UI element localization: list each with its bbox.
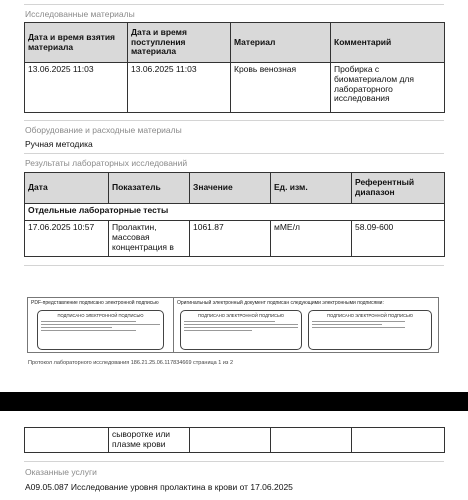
table-cell: 13.06.2025 11:03 <box>128 63 231 113</box>
signature-original-header: Оригинальный электронный документ подписан следующими электронными подписями: <box>177 300 384 306</box>
table-cell <box>352 428 445 453</box>
table-cell: 13.06.2025 11:03 <box>25 63 128 113</box>
divider <box>24 120 444 121</box>
section-title-services: Оказанные услуги <box>25 467 97 477</box>
page-separator <box>0 392 468 411</box>
signature-pdf-header: PDF-представление подписано электронной подписью <box>31 300 159 306</box>
table-header-row <box>25 23 445 63</box>
table-cell: 17.06.2025 10:57 <box>25 221 109 257</box>
table-header-row <box>25 173 445 204</box>
results-table <box>24 172 445 257</box>
signature-pdf-column <box>28 298 174 352</box>
table-cell: сыворотке или плазме крови <box>109 428 190 453</box>
signature-original-column <box>174 298 440 352</box>
section-title-equipment: Оборудование и расходные материалы <box>25 125 182 135</box>
divider <box>24 461 444 462</box>
table-cell: 58.09-600 <box>352 221 445 257</box>
divider <box>24 153 444 154</box>
table-row <box>25 63 445 113</box>
column-header: Референтный диапазон <box>352 173 445 204</box>
materials-table <box>24 22 445 113</box>
table-cell: мМЕ/л <box>271 221 352 257</box>
section-title-results: Результаты лабораторных исследований <box>25 158 188 168</box>
group-label: Отдельные лабораторные тесты <box>25 204 445 221</box>
results-table-continued <box>24 427 445 453</box>
divider <box>24 4 444 5</box>
table-cell <box>190 428 271 453</box>
signature-stamp <box>37 310 164 350</box>
stamp-title: ПОДПИСАНО ЭЛЕКТРОННОЙ ПОДПИСЬЮ <box>57 313 144 318</box>
column-header: Материал <box>231 23 331 63</box>
table-row <box>25 428 445 453</box>
stamp-title: ПОДПИСАНО ЭЛЕКТРОННОЙ ПОДПИСЬЮ <box>197 313 285 318</box>
signature-block <box>27 297 439 353</box>
protocol-footer: Протокол лабораторного исследования 186.21.25.06.117834669 страница 1 из 2 <box>28 360 234 366</box>
document-page-2 <box>0 411 468 500</box>
column-header: Дата и время взятия материала <box>25 23 128 63</box>
column-header: Ед. изм. <box>271 173 352 204</box>
stamp-title: ПОДПИСАНО ЭЛЕКТРОННОЙ ПОДПИСЬЮ <box>326 313 414 318</box>
table-cell: 1061.87 <box>190 221 271 257</box>
table-cell <box>271 428 352 453</box>
column-header: Значение <box>190 173 271 204</box>
table-row <box>25 221 445 257</box>
table-cell <box>25 428 109 453</box>
equipment-value: Ручная методика <box>25 139 93 149</box>
column-header: Комментарий <box>331 23 445 63</box>
column-header: Дата <box>25 173 109 204</box>
signature-stamp <box>308 310 432 350</box>
table-cell: Пробирка с биоматериалом для лабораторного исследования <box>331 63 445 113</box>
column-header: Показатель <box>109 173 190 204</box>
table-cell: Пролактин, массовая концентрация в <box>109 221 190 257</box>
section-title-materials: Исследованные материалы <box>25 9 135 19</box>
service-item: A09.05.087 Исследование уровня пролактина в крови от 17.06.2025 <box>25 482 293 492</box>
table-cell: Кровь венозная <box>231 63 331 113</box>
column-header: Дата и время поступления материала <box>128 23 231 63</box>
signature-stamp <box>180 310 302 350</box>
divider <box>24 265 444 266</box>
group-row <box>25 204 445 221</box>
